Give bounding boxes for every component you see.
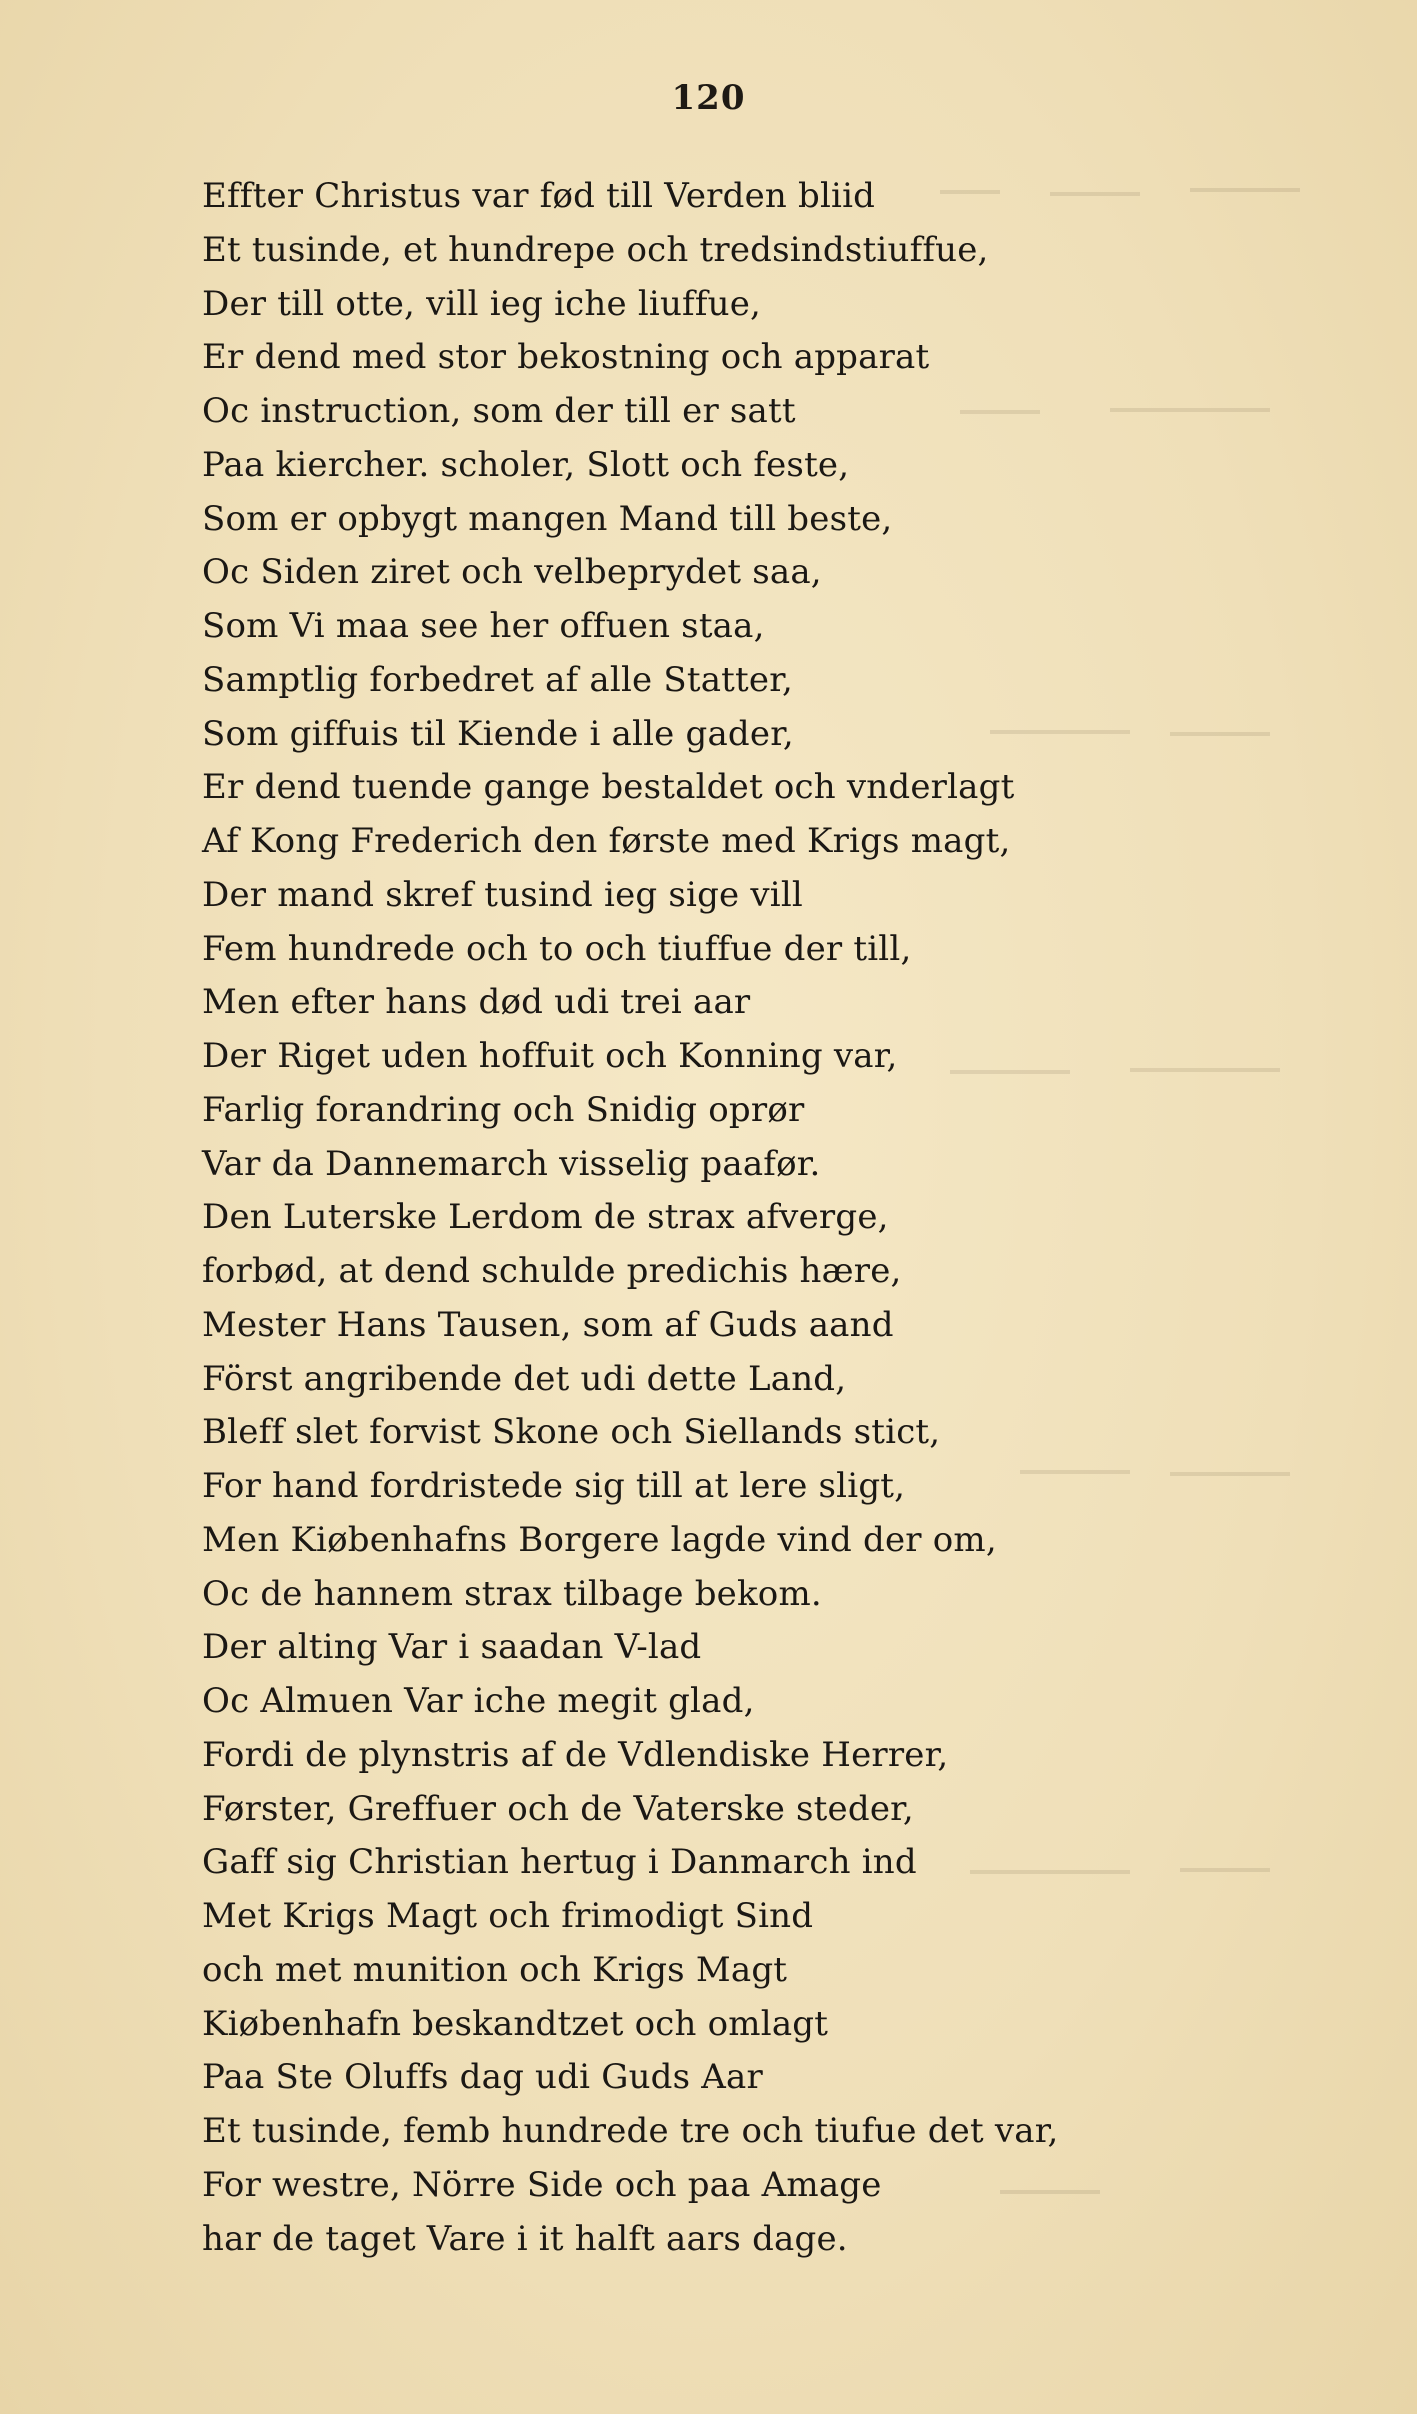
poem-line: Först angribende det udi dette Land, <box>202 1358 847 1399</box>
poem-line: Bleff slet forvist Skone och Siellands stict, <box>202 1412 941 1453</box>
poem-line: Men Kiøbenhafns Borgere lagde vind der om, <box>202 1519 997 1560</box>
poem-line: Fem hundrede och to och tiuffue der till, <box>202 928 912 969</box>
poem-line: Der mand skref tusind ieg sige vill <box>202 874 804 915</box>
poem-line: forbød, at dend schulde predichis hære, <box>202 1251 902 1291</box>
poem-line: Et tusinde, et hundrepe och tredsindstiuffue, <box>202 229 989 270</box>
poem-line: Der alting Var i saadan V-lad <box>202 1627 702 1668</box>
page-number: 120 <box>671 78 746 118</box>
poem-line: Kiøbenhafn beskandtzet och omlagt <box>202 2003 829 2044</box>
poem-line: Gaff sig Christian hertug i Danmarch ind <box>202 1842 917 1883</box>
poem-line: Met Krigs Magt och frimodigt Sind <box>202 1896 814 1936</box>
poem-line: Farlig forandring och Snidig oprør <box>202 1089 805 1130</box>
poem-line: Effter Christus var fød till Verden bliid <box>202 176 876 216</box>
poem-line: Men efter hans død udi trei aar <box>202 982 751 1023</box>
poem-line: Paa kiercher. scholer, Slott och feste, <box>202 444 850 485</box>
poem-line: Er dend tuende gange bestaldet och vnderlagt <box>202 767 1015 808</box>
poem-line: Førster, Greffuer och de Vaterske steder, <box>202 1788 914 1829</box>
poem-line: Var da Dannemarch visselig paafør. <box>202 1143 821 1184</box>
poem-line: Er dend med stor bekostning och apparat <box>202 337 930 378</box>
poem-line: Oc instruction, som der till er satt <box>202 391 796 431</box>
poem-line: Oc de hannem strax tilbage bekom. <box>202 1573 822 1614</box>
poem-line: Fordi de plynstris af de Vdlendiske Herrer, <box>202 1734 949 1775</box>
poem-line: Oc Siden ziret och velbeprydet saa, <box>202 552 822 593</box>
poem-line: Et tusinde, femb hundrede tre och tiufue det var, <box>202 2111 1059 2151</box>
poem-line: For westre, Nörre Side och paa Amage <box>202 2164 882 2205</box>
poem-line: Der till otte, vill ieg iche liuffue, <box>202 283 762 324</box>
poem-line: Samptlig forbedret af alle Statter, <box>202 659 793 700</box>
poem-line: Som giffuis til Kiende i alle gader, <box>202 713 794 754</box>
poem-line: Paa Ste Oluffs dag udi Guds Aar <box>202 2057 763 2098</box>
poem-line: har de taget Vare i it halft aars dage. <box>202 2218 848 2259</box>
poem-line: Som er opbygt mangen Mand till beste, <box>202 498 893 539</box>
poem-line: Oc Almuen Var iche megit glad, <box>202 1681 755 1721</box>
poem-text <box>202 170 1202 2266</box>
poem-line: Som Vi maa see her offuen staa, <box>202 606 765 646</box>
poem-line: For hand fordristede sig till at lere sligt, <box>202 1466 906 1506</box>
poem-line: och met munition och Krigs Magt <box>202 1949 788 1990</box>
poem-line: Af Kong Frederich den første med Krigs magt, <box>202 821 1011 861</box>
poem-line: Der Riget uden hoffuit och Konning var, <box>202 1036 898 1076</box>
poem-line: Mester Hans Tausen, som af Guds aand <box>202 1304 894 1345</box>
poem-line: Den Luterske Lerdom de strax afverge, <box>202 1197 889 1238</box>
